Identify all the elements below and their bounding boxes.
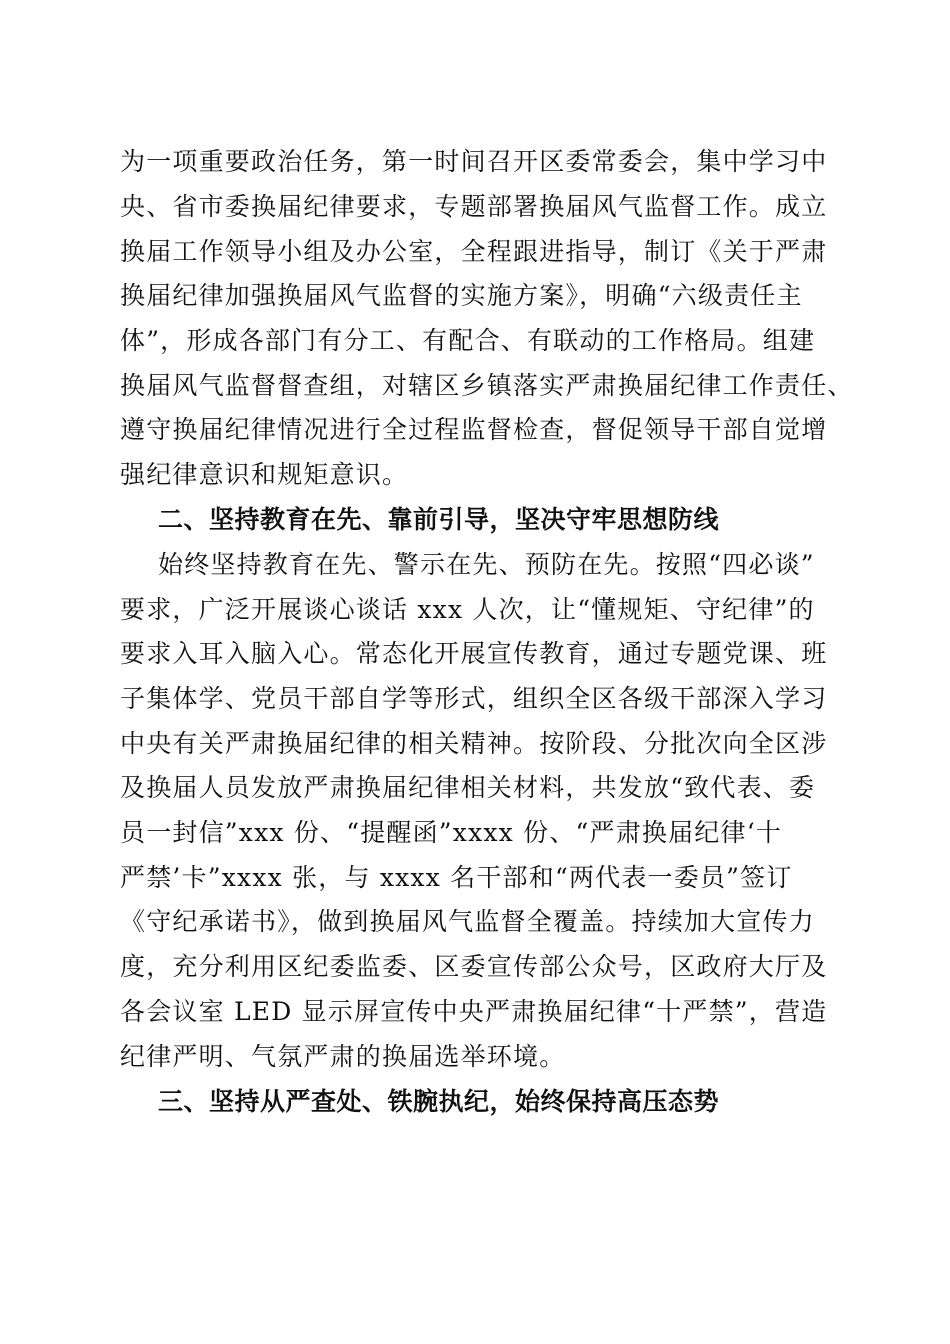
paragraph-line: 严禁’卡”xxxx 张，与 xxxx 名干部和“两代表一委员”签订 — [120, 863, 793, 892]
paragraph-line: 《守纪承诺书》，做到换届风气监督全覆盖。持续加大宣传力 — [120, 907, 815, 936]
paragraph-line: 中央有关严肃换届纪律的相关精神。按阶段、分批次向全区涉 — [120, 729, 828, 758]
paragraph-line: 及换届人员发放严肃换届纪律相关材料，共发放“致代表、委 — [120, 773, 816, 802]
paragraph-line: 换届工作领导小组及办公室，全程跟进指导，制订《关于严肃 — [120, 237, 828, 266]
paragraph-line: 体”，形成各部门有分工、有配合、有联动的工作格局。组建 — [120, 326, 816, 355]
paragraph-line: 员一封信”xxx 份、“提醒函”xxxx 份、“严肃换届纪律‘十 — [120, 818, 783, 847]
paragraph-line: 遵守换届纪律情况进行全过程监督检查，督促领导干部自觉增 — [120, 415, 828, 444]
paragraph-line: 度，充分利用区纪委监委、区委宣传部公众号，区政府大厅及 — [120, 952, 828, 981]
paragraph-line: 换届纪律加强换届风气监督的实施方案》，明确“六级责任主 — [120, 281, 803, 310]
paragraph-line: 纪律严明、气氛严肃的换届选举环境。 — [120, 1042, 566, 1071]
paragraph-line: 换届风气监督督查组，对辖区乡镇落实严肃换届纪律工作责任、 — [120, 371, 854, 400]
paragraph-line: 各会议室 LED 显示屏宣传中央严肃换届纪律“十严禁”，营造 — [120, 997, 828, 1026]
section-heading-2: 二、坚持教育在先、靠前引导，坚决守牢思想防线 — [158, 505, 720, 534]
paragraph-line: 始终坚持教育在先、警示在先、预防在先。按照“四必谈” — [158, 550, 815, 579]
paragraph-line: 央、省市委换届纪律要求，专题部署换届风气监督工作。成立 — [120, 192, 828, 221]
paragraph-line: 为一项重要政治任务，第一时间召开区委常委会，集中学习中 — [120, 147, 828, 176]
paragraph-line: 要求，广泛开展谈心谈话 xxx 人次，让“懂规矩、守纪律”的 — [120, 595, 815, 624]
paragraph-line: 子集体学、党员干部自学等形式，组织全区各级干部深入学习 — [120, 684, 828, 713]
paragraph-line: 强纪律意识和规矩意识。 — [120, 460, 409, 489]
paragraph-line: 要求入耳入脑入心。常态化开展宣传教育，通过专题党课、班 — [120, 639, 828, 668]
section-heading-3: 三、坚持从严查处、铁腕执纪，始终保持高压态势 — [158, 1087, 720, 1116]
